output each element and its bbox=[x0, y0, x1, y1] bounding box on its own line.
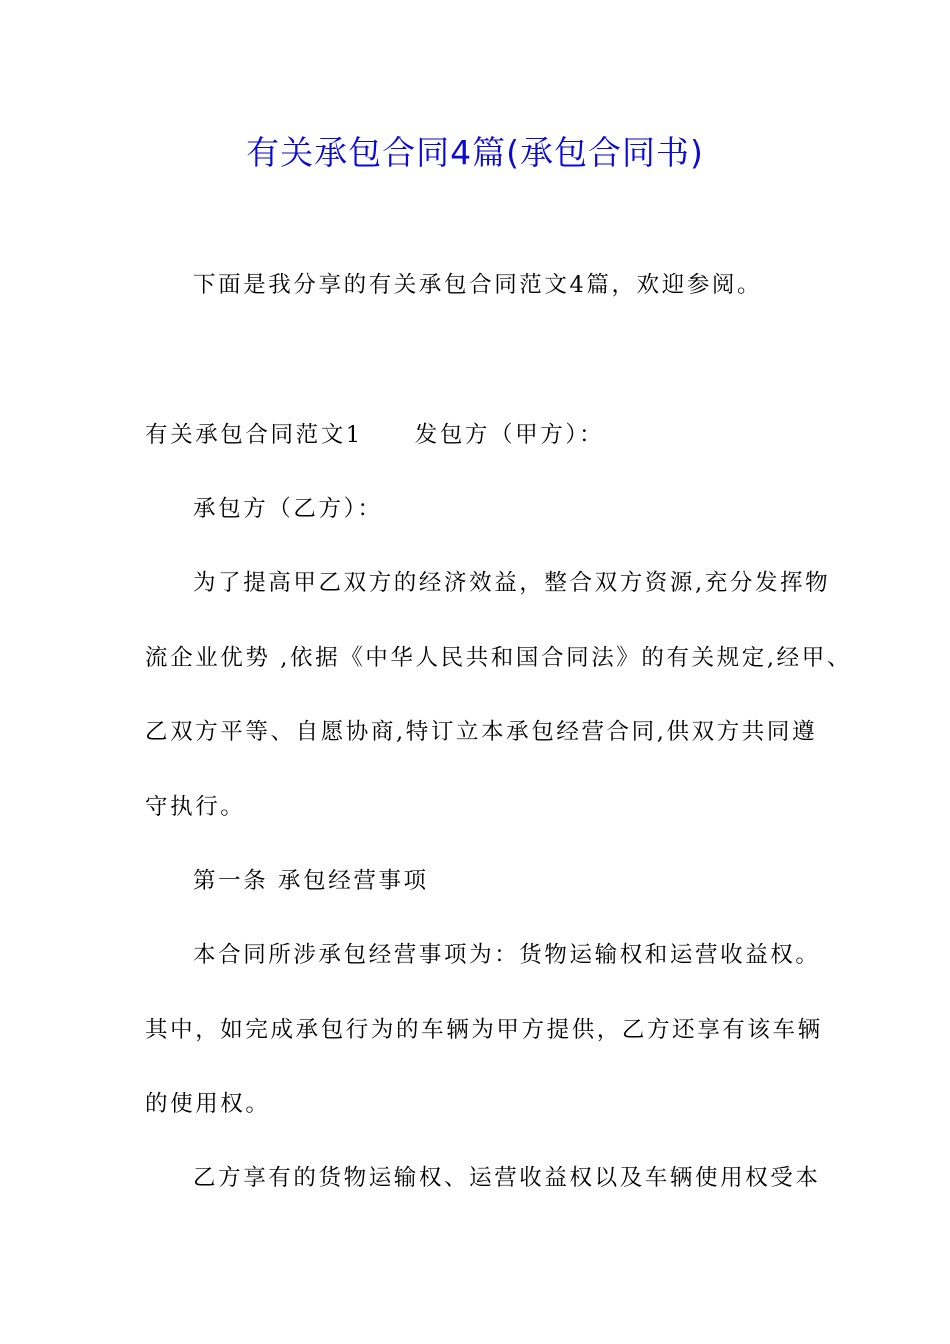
party-a-label: 发包方（甲方）： bbox=[414, 422, 605, 448]
paragraph-line: 乙双方平等、自愿协商,特订立本承包经营合同,供双方共同遵 bbox=[145, 719, 818, 745]
section-heading-line bbox=[145, 418, 825, 452]
paragraph-line: 守执行。 bbox=[145, 794, 246, 820]
paragraph-line: 其中，如完成承包行为的车辆为甲方提供，乙方还享有该车辆 bbox=[145, 1017, 823, 1043]
article-heading: 第一条 承包经营事项 bbox=[193, 868, 429, 894]
paragraph-line: 的使用权。 bbox=[145, 1091, 271, 1117]
section-heading: 有关承包合同范文1 bbox=[145, 422, 363, 448]
intro-paragraph: 下面是我分享的有关承包合同范文4篇，欢迎参阅。 bbox=[193, 272, 763, 298]
party-b-label: 承包方（乙方）： bbox=[193, 496, 383, 522]
paragraph-line: 乙方享有的货物运输权、运营收益权以及车辆使用权受本 bbox=[193, 1165, 821, 1191]
paragraph-line: 本合同所涉承包经营事项为：货物运输权和运营收益权。 bbox=[193, 942, 821, 968]
document-title: 有关承包合同4篇(承包合同书) bbox=[246, 133, 704, 172]
paragraph-line: 为了提高甲乙双方的经济效益，整合双方资源,充分发挥物 bbox=[193, 570, 831, 596]
paragraph-line: 流企业优势 ,依据《中华人民共和国合同法》的有关规定,经甲、 bbox=[145, 645, 852, 671]
